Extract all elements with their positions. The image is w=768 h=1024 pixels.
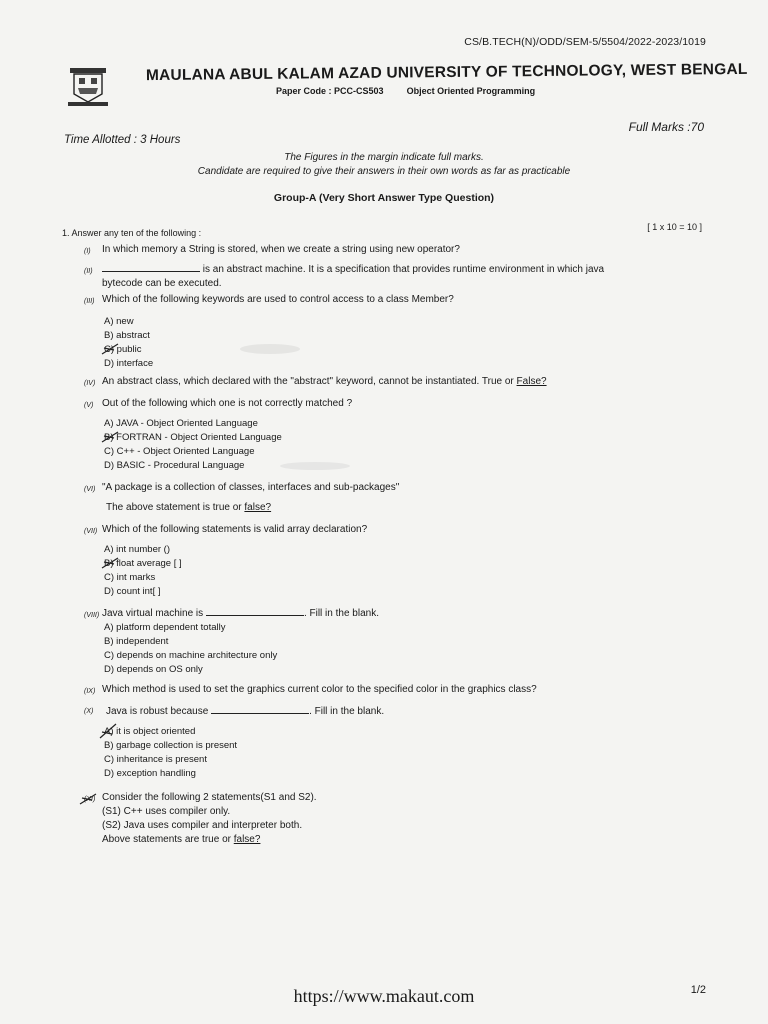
question-number: (VIII) <box>84 612 100 619</box>
question-text: Which of the following statements is valid array declaration? <box>102 524 368 535</box>
question-number: (II) <box>84 268 93 275</box>
question-text-part: Java is robust because <box>106 706 209 717</box>
option: B) independent <box>104 636 169 647</box>
question-text-continued: bytecode can be executed. <box>102 278 222 289</box>
scan-artifact <box>240 344 300 354</box>
option: D) BASIC - Procedural Language <box>104 460 245 471</box>
option: D) interface <box>104 358 154 369</box>
option: D) exception handling <box>104 768 196 779</box>
option: A) new <box>104 316 134 327</box>
option: D) count int[ ] <box>104 586 161 597</box>
pen-mark-icon <box>100 428 120 446</box>
option: C) C++ - Object Oriented Language <box>104 446 255 457</box>
paper-code-line <box>276 86 535 96</box>
question-number: (I) <box>84 248 91 255</box>
question-text <box>102 264 604 275</box>
option: B) FORTRAN - Object Oriented Language <box>104 432 282 443</box>
question-number: (X) <box>84 708 94 715</box>
question-text <box>102 834 260 845</box>
pen-mark-icon <box>100 340 120 358</box>
question-text: In which memory a String is stored, when we create a string using new operator? <box>102 244 460 255</box>
answer-blank <box>211 713 309 714</box>
paper-code: PCC-CS503 <box>334 86 384 96</box>
answer-blank <box>102 271 200 272</box>
option: A) JAVA - Object Oriented Language <box>104 418 258 429</box>
question-number: (V) <box>84 402 94 409</box>
page-number: 1/2 <box>690 984 706 996</box>
option: C) int marks <box>104 572 156 583</box>
statement-s1: (S1) C++ uses compiler only. <box>102 806 231 817</box>
option: A) int number () <box>104 544 170 555</box>
question-text <box>102 608 379 619</box>
answer-blank <box>206 615 304 616</box>
option: B) abstract <box>104 330 150 341</box>
group-heading: Group-A (Very Short Answer Type Question) <box>273 192 495 204</box>
option: D) depends on OS only <box>104 664 203 675</box>
question-text: "A package is a collection of classes, interfaces and sub-packages" <box>102 482 400 493</box>
statement-s2: (S2) Java uses compiler and interpreter both. <box>102 820 303 831</box>
footer-url[interactable]: https://www.makaut.com <box>293 986 475 1006</box>
question-1-marks: [ 1 x 10 = 10 ] <box>647 222 702 232</box>
underlined-answer: false? <box>233 834 261 845</box>
question-number: (IX) <box>84 688 96 695</box>
pen-mark-icon <box>78 790 98 808</box>
pen-mark-icon <box>100 554 120 572</box>
scan-artifact <box>280 462 350 470</box>
option: B) float average [ ] <box>104 558 182 569</box>
question-text-part: . Fill in the blank. <box>309 706 385 717</box>
question-text: Consider the following 2 statements(S1 and S2). <box>102 792 317 803</box>
question-number: (IV) <box>84 380 96 387</box>
time-allotted: Time Allotted : 3 Hours <box>64 134 181 146</box>
question-text-part: The above statement is true or <box>106 502 242 513</box>
paper-reference-code: CS/B.TECH(N)/ODD/SEM-5/5504/2022-2023/1019 <box>464 36 706 48</box>
full-marks: Full Marks :70 <box>628 120 704 134</box>
paper-code-label: Paper Code : <box>276 86 332 96</box>
option: B) garbage collection is present <box>104 740 238 751</box>
margin-note: The Figures in the margin indicate full marks. <box>284 152 484 163</box>
question-text-part: . Fill in the blank. <box>303 608 379 619</box>
question-number: (III) <box>84 298 95 305</box>
pen-mark-icon <box>98 722 118 742</box>
university-logo <box>66 66 110 108</box>
paper-name: Object Oriented Programming <box>406 86 536 96</box>
question-text-part: Above statements are true or <box>102 834 231 845</box>
underlined-answer: false? <box>244 502 272 513</box>
question-text-part: Java virtual machine is <box>102 608 204 619</box>
question-text-part: is an abstract machine. It is a specification that provides runtime environment in which java <box>202 264 605 275</box>
option: C) public <box>104 344 142 355</box>
question-text: Which method is used to set the graphics current color to the specified color in the graphics class? <box>102 684 537 695</box>
question-text <box>106 502 271 513</box>
instruction-note: Candidate are required to give their answers in their own words as far as practicable <box>197 166 571 177</box>
question-text-part: An abstract class, which declared with the "abstract" keyword, cannot be instantiated. True or <box>102 376 514 387</box>
university-name: MAULANA ABUL KALAM AZAD UNIVERSITY OF TECHNOLOGY, WEST BENGAL <box>145 60 748 85</box>
question-number: (VII) <box>84 528 98 535</box>
option: A) platform dependent totally <box>104 622 226 633</box>
option: A) it is object oriented <box>104 726 196 737</box>
question-text: Out of the following which one is not correctly matched ? <box>102 398 353 409</box>
question-number: (VI) <box>84 486 96 493</box>
question-text <box>102 376 547 387</box>
question-1-intro: 1. Answer any ten of the following : <box>62 228 202 238</box>
question-text <box>106 706 384 717</box>
option: C) inheritance is present <box>104 754 207 765</box>
question-text: Which of the following keywords are used to control access to a class Member? <box>102 294 454 305</box>
question-number: (XI) <box>84 796 96 803</box>
underlined-answer: False? <box>516 376 547 387</box>
option: C) depends on machine architecture only <box>104 650 278 661</box>
